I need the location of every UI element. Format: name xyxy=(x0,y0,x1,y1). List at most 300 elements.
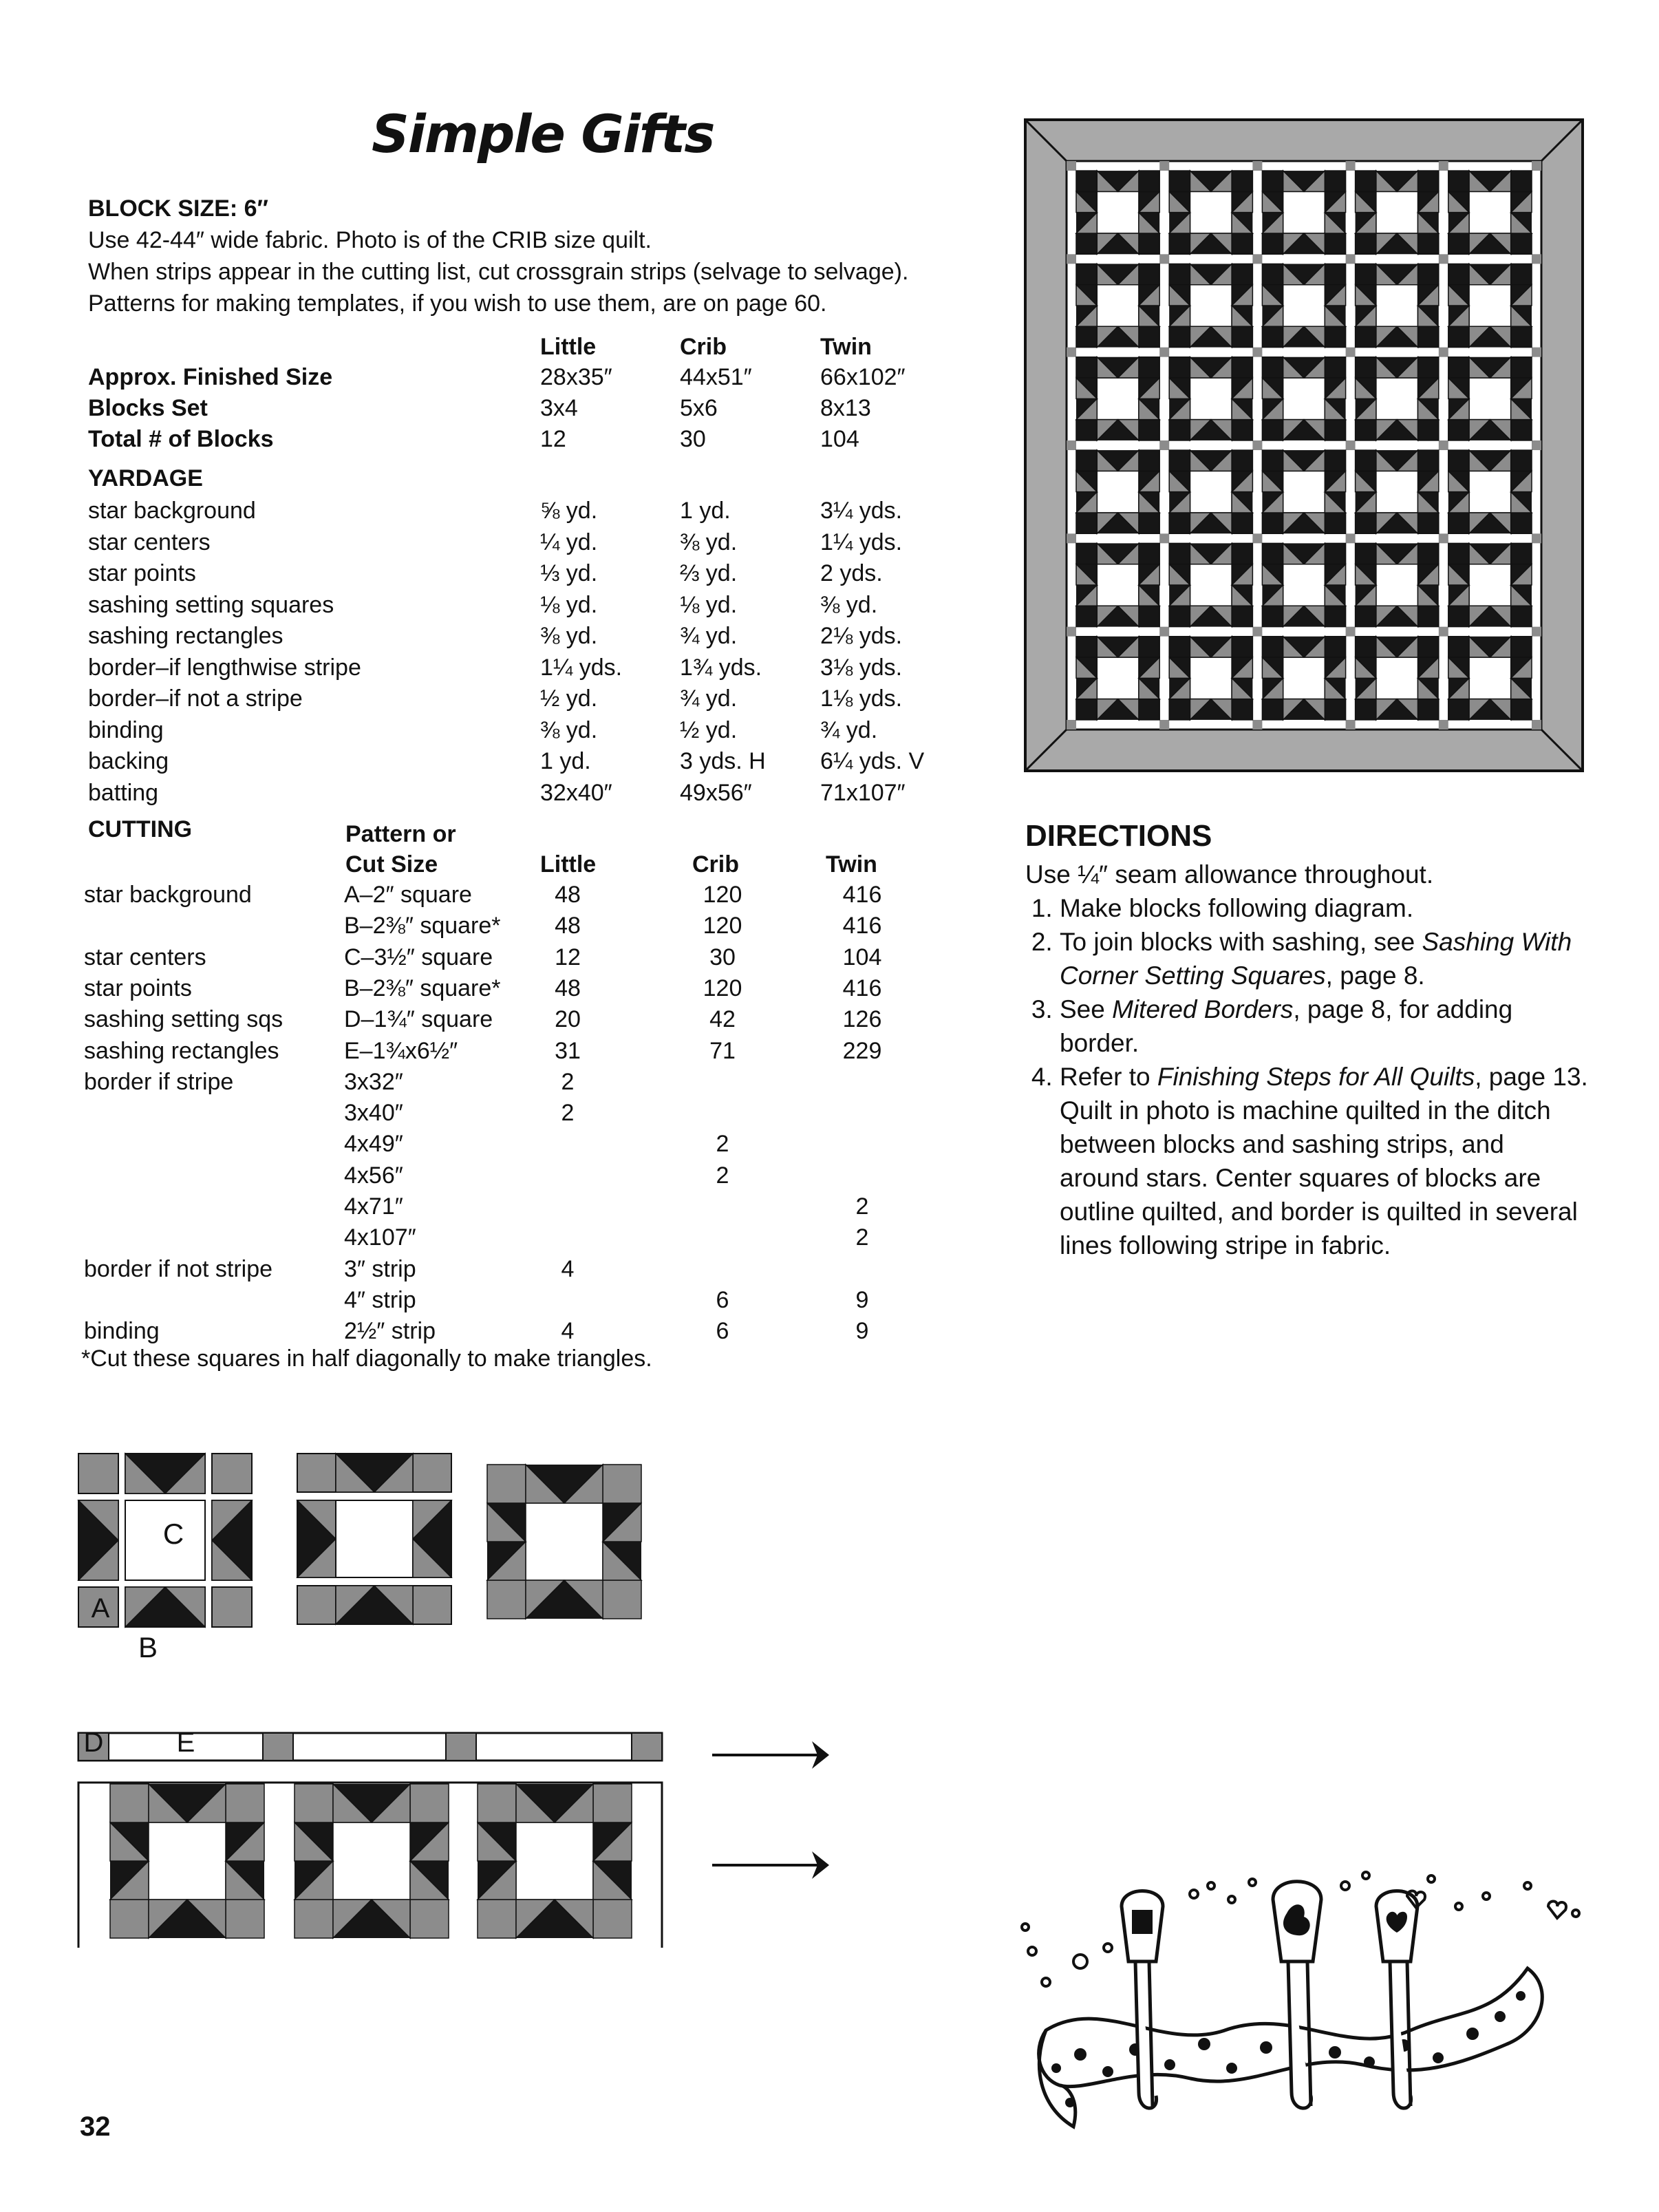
center-square xyxy=(1376,285,1418,327)
corner-square xyxy=(1418,357,1439,378)
corner-square xyxy=(413,1586,451,1624)
star-block xyxy=(1076,637,1159,720)
cutting-row-label: border if stripe xyxy=(84,1068,234,1095)
yardage-value: ⅛ yd. xyxy=(540,591,598,618)
corner-square xyxy=(1139,171,1159,191)
sashing-setting-square xyxy=(446,1733,476,1761)
star-block xyxy=(1076,450,1159,533)
size-value: 5x6 xyxy=(680,395,718,421)
corner-square xyxy=(1262,357,1283,378)
safety-pins-illustration xyxy=(1005,1858,1596,2147)
cutting-value: 12 xyxy=(555,944,581,970)
center-square xyxy=(336,1500,413,1577)
corner-square xyxy=(297,1454,336,1492)
yardage-value: ¾ yd. xyxy=(820,716,878,743)
cutting-row-label: star points xyxy=(84,975,192,1001)
corner-square xyxy=(603,1465,641,1503)
corner-square xyxy=(1139,606,1159,626)
direction-step: 1. Make blocks following diagram. xyxy=(1060,891,1590,925)
corner-square xyxy=(1169,171,1190,191)
corner-square xyxy=(1325,699,1345,720)
size-value: 28x35″ xyxy=(540,364,612,390)
yardage-row-label: backing xyxy=(88,748,169,774)
corner-square xyxy=(1511,543,1532,564)
direction-step: 4. Refer to Finishing Steps for All Quilts, page 13. Quilt in photo is machine quilted in the ditch between blocks and sashing strips, and around stars. Center squares of blocks are outline quilted, and border is quilted in several lines following stripe in fabric. xyxy=(1060,1060,1590,1262)
corner-square xyxy=(1356,543,1376,564)
center-square xyxy=(1469,285,1511,327)
corner-square xyxy=(1262,637,1283,657)
yardage-value: 1¾ yds. xyxy=(680,654,762,681)
star-block xyxy=(1169,543,1252,626)
star-block xyxy=(1262,264,1345,347)
corner-square xyxy=(1511,326,1532,347)
star-block xyxy=(1448,357,1532,440)
yardage-value: 1¼ yds. xyxy=(540,654,623,681)
sashing-setting-square xyxy=(1346,533,1356,543)
size-value: 104 xyxy=(820,426,859,452)
star-block xyxy=(1262,357,1345,440)
corner-square xyxy=(1325,171,1345,191)
sashing-setting-square xyxy=(1067,161,1076,171)
sashing-setting-square xyxy=(1439,254,1448,264)
corner-square xyxy=(1169,543,1190,564)
corner-square xyxy=(1356,326,1376,347)
star-block xyxy=(478,1784,632,1938)
rows-block xyxy=(297,1454,451,1624)
corner-square xyxy=(110,1784,149,1822)
star-block xyxy=(110,1784,264,1938)
block-assembly-diagram xyxy=(69,1438,860,1948)
corner-square xyxy=(1448,326,1469,347)
star-block xyxy=(1356,450,1439,533)
corner-square xyxy=(1076,513,1097,533)
center-square xyxy=(1097,378,1139,420)
corner-square xyxy=(1232,326,1252,347)
sashing-setting-square xyxy=(1532,720,1541,730)
corner-square xyxy=(593,1784,632,1822)
corner-square xyxy=(410,1900,449,1938)
yardage-value: 3 yds. H xyxy=(680,748,766,774)
star-block xyxy=(1169,171,1252,254)
directions-steps xyxy=(1025,891,1590,1262)
cutting-value: 416 xyxy=(842,913,882,939)
corner-square xyxy=(226,1784,264,1822)
column-header: Twin xyxy=(826,851,877,878)
corner-square xyxy=(1169,357,1190,378)
cutting-value: 9 xyxy=(855,1286,869,1313)
center-square xyxy=(1097,471,1139,513)
cutting-value: 48 xyxy=(555,913,581,939)
sashing-strip xyxy=(78,1733,662,1761)
column-header: Little xyxy=(540,334,597,360)
center-square xyxy=(1097,564,1139,606)
cutting-pattern-header: Cut Size xyxy=(345,851,438,878)
sashing-setting-square xyxy=(1252,533,1262,543)
corner-square xyxy=(1232,171,1252,191)
corner-square xyxy=(1448,420,1469,440)
corner-square xyxy=(1511,450,1532,471)
corner-square xyxy=(1448,513,1469,533)
yardage-value: ⅛ yd. xyxy=(680,591,738,618)
corner-square xyxy=(1356,606,1376,626)
corner-square xyxy=(1076,171,1097,191)
center-square xyxy=(1376,471,1418,513)
column-header: Crib xyxy=(692,851,739,878)
cutting-value: 30 xyxy=(709,944,736,970)
center-square xyxy=(1283,564,1325,606)
corner-square xyxy=(1511,420,1532,440)
cutting-value: 71 xyxy=(709,1037,736,1064)
corner-square xyxy=(410,1784,449,1822)
cutting-heading: CUTTING xyxy=(88,816,193,842)
center-square xyxy=(516,1822,593,1900)
direction-step: 3. See Mitered Borders, page 8, for adding border. xyxy=(1060,992,1590,1060)
intro-line: Patterns for making templates, if you wish to use them, are on page 60. xyxy=(88,290,827,317)
corner-square xyxy=(1356,420,1376,440)
sashing-setting-square xyxy=(1159,720,1169,730)
corner-square xyxy=(1448,357,1469,378)
sashing-setting-square xyxy=(1067,720,1076,730)
column-header: Crib xyxy=(680,334,727,360)
diagram-label-e: E xyxy=(176,1727,195,1758)
yardage-value: ⅓ yd. xyxy=(540,560,598,586)
corner-square xyxy=(1325,543,1345,564)
sashing-setting-square xyxy=(1532,533,1541,543)
arrow-right-icon xyxy=(712,1851,829,1879)
cutting-size: 4x107″ xyxy=(344,1224,416,1251)
center-square xyxy=(1283,285,1325,327)
corner-square xyxy=(1262,699,1283,720)
corner-square xyxy=(1169,264,1190,284)
corner-square xyxy=(487,1580,526,1619)
cutting-size: 2½″ strip xyxy=(344,1318,436,1345)
cutting-value: 2 xyxy=(855,1224,869,1251)
corner-square xyxy=(1139,233,1159,254)
corner-square xyxy=(1511,171,1532,191)
size-row-label: Approx. Finished Size xyxy=(88,364,333,390)
cutting-pattern-header: Pattern or xyxy=(345,821,456,847)
yardage-row-label: border–if not a stripe xyxy=(88,685,303,712)
sashing-setting-square xyxy=(1067,533,1076,543)
star-block xyxy=(1262,637,1345,720)
star-block xyxy=(1448,450,1532,533)
yardage-value: ⅜ yd. xyxy=(820,591,878,618)
corner-square xyxy=(1448,543,1469,564)
corner-square xyxy=(1262,171,1283,191)
page-number: 32 xyxy=(80,2112,111,2142)
corner-square xyxy=(295,1900,333,1938)
star-block xyxy=(1356,543,1439,626)
star-block xyxy=(1356,264,1439,347)
quilt-illustration xyxy=(1024,118,1584,772)
corner-square xyxy=(1262,543,1283,564)
intro-section xyxy=(88,193,908,319)
sashing-setting-square xyxy=(1252,720,1262,730)
yardage-value: 71x107″ xyxy=(820,779,906,806)
star-block xyxy=(1169,637,1252,720)
corner-square xyxy=(1356,264,1376,284)
block-size: BLOCK SIZE: 6″ xyxy=(88,195,268,222)
corner-square xyxy=(1139,420,1159,440)
corner-square xyxy=(1325,357,1345,378)
corner-square xyxy=(1325,420,1345,440)
corner-square xyxy=(212,1454,252,1493)
corner-square xyxy=(1511,606,1532,626)
cutting-value: 6 xyxy=(716,1286,729,1313)
cutting-size: 3″ strip xyxy=(344,1255,416,1282)
center-square xyxy=(1097,285,1139,327)
cutting-value: 416 xyxy=(842,975,882,1001)
star-block xyxy=(1076,543,1159,626)
star-block xyxy=(1076,264,1159,347)
sashing-setting-square xyxy=(1532,627,1541,637)
size-row-label: Blocks Set xyxy=(88,395,208,421)
corner-square xyxy=(1076,699,1097,720)
center-square xyxy=(1376,564,1418,606)
cutting-note: *Cut these squares in half diagonally to make triangles. xyxy=(81,1346,652,1372)
center-square xyxy=(1190,657,1232,699)
yardage-value: 32x40″ xyxy=(540,779,612,806)
cutting-value: 104 xyxy=(842,944,882,970)
cutting-row-label: sashing rectangles xyxy=(84,1037,279,1064)
corner-square xyxy=(1232,699,1252,720)
sashing-setting-square xyxy=(1532,161,1541,171)
corner-square xyxy=(1262,326,1283,347)
corner-square xyxy=(1076,543,1097,564)
cutting-size: 3x40″ xyxy=(344,1100,403,1127)
cutting-row-label: star background xyxy=(84,882,252,908)
cutting-size: B–2⅜″ square* xyxy=(344,913,501,939)
sashing-setting-square xyxy=(1532,348,1541,357)
sashing-setting-square xyxy=(1346,440,1356,450)
corner-square xyxy=(226,1900,264,1938)
intro-line: When strips appear in the cutting list, cut crossgrain strips (selvage to selvage). xyxy=(88,259,909,285)
cutting-row-label: sashing setting sqs xyxy=(84,1006,283,1033)
sashing-setting-square xyxy=(263,1733,293,1761)
corner-square xyxy=(1511,233,1532,254)
yardage-heading: YARDAGE xyxy=(88,465,203,491)
sashing-setting-square xyxy=(1159,348,1169,357)
size-value: 30 xyxy=(680,426,706,452)
corner-square xyxy=(1139,450,1159,471)
cutting-value: 126 xyxy=(842,1006,882,1033)
corner-square xyxy=(1325,513,1345,533)
size-value: 8x13 xyxy=(820,395,871,421)
corner-square xyxy=(1169,637,1190,657)
corner-square xyxy=(78,1454,118,1493)
cutting-size: 4″ strip xyxy=(344,1286,416,1313)
corner-square xyxy=(1169,513,1190,533)
cutting-value: 120 xyxy=(703,913,742,939)
sashing-setting-square xyxy=(1252,627,1262,637)
sashing-setting-square xyxy=(1159,440,1169,450)
diagram-label-a: A xyxy=(91,1593,110,1624)
cutting-value: 4 xyxy=(561,1318,575,1345)
diagram-label-b: B xyxy=(138,1631,158,1663)
sashing-setting-square xyxy=(1346,348,1356,357)
corner-square xyxy=(1076,450,1097,471)
corner-square xyxy=(1139,637,1159,657)
sashing-setting-square xyxy=(1532,254,1541,264)
corner-square xyxy=(1356,450,1376,471)
yardage-value: ⅝ yd. xyxy=(540,498,598,524)
sashing-setting-square xyxy=(1439,348,1448,357)
corner-square xyxy=(1076,606,1097,626)
star-block xyxy=(1448,264,1532,347)
yardage-row-label: star points xyxy=(88,560,196,586)
sashing-setting-square xyxy=(1439,720,1448,730)
cutting-size: A–2″ square xyxy=(344,882,472,908)
size-value: 12 xyxy=(540,426,566,452)
corner-square xyxy=(1325,326,1345,347)
corner-square xyxy=(1448,171,1469,191)
center-square xyxy=(1283,471,1325,513)
directions-intro: Use ¼″ seam allowance throughout. xyxy=(1025,860,1434,889)
yardage-row-label: star centers xyxy=(88,529,211,555)
star-block xyxy=(1169,357,1252,440)
corner-square xyxy=(1076,326,1097,347)
corner-square xyxy=(1232,513,1252,533)
star-block xyxy=(1076,171,1159,254)
corner-square xyxy=(1325,264,1345,284)
corner-square xyxy=(1262,233,1283,254)
corner-square xyxy=(110,1900,149,1938)
corner-square xyxy=(413,1454,451,1492)
star-block xyxy=(1262,543,1345,626)
size-value: 3x4 xyxy=(540,395,578,421)
yardage-value: ⅜ yd. xyxy=(540,623,598,649)
corner-square xyxy=(1448,233,1469,254)
center-square xyxy=(526,1503,603,1580)
corner-square xyxy=(1418,420,1439,440)
cutting-value: 120 xyxy=(703,882,742,908)
center-square xyxy=(1190,564,1232,606)
corner-square xyxy=(1511,699,1532,720)
corner-square xyxy=(1356,513,1376,533)
cutting-value: 9 xyxy=(855,1318,869,1345)
corner-square xyxy=(1511,264,1532,284)
corner-square xyxy=(1325,450,1345,471)
corner-square xyxy=(1076,357,1097,378)
sashing-setting-square xyxy=(1159,161,1169,171)
corner-square xyxy=(593,1900,632,1938)
corner-square xyxy=(1356,699,1376,720)
cutting-size: C–3½″ square xyxy=(344,944,493,970)
corner-square xyxy=(1448,606,1469,626)
cutting-size: D–1¾″ square xyxy=(344,1006,493,1033)
corner-square xyxy=(1262,420,1283,440)
star-block xyxy=(1169,264,1252,347)
yardage-row-label: border–if lengthwise stripe xyxy=(88,654,361,681)
cutting-value: 42 xyxy=(709,1006,736,1033)
corner-square xyxy=(1448,637,1469,657)
corner-square xyxy=(1139,326,1159,347)
sashing-setting-square xyxy=(1252,161,1262,171)
yardage-value: ¾ yd. xyxy=(680,685,738,712)
sashing-setting-square xyxy=(1439,440,1448,450)
center-square xyxy=(1190,378,1232,420)
diagram-label-d: D xyxy=(83,1727,104,1758)
corner-square xyxy=(1511,513,1532,533)
direction-step: 2. To join blocks with sashing, see Sashing With Corner Setting Squares, page 8. xyxy=(1060,925,1590,992)
corner-square xyxy=(1448,450,1469,471)
cutting-value: 31 xyxy=(555,1037,581,1064)
cutting-value: 2 xyxy=(716,1131,729,1158)
corner-square xyxy=(1169,699,1190,720)
corner-square xyxy=(1418,513,1439,533)
corner-square xyxy=(1418,171,1439,191)
center-square xyxy=(1190,471,1232,513)
center-square xyxy=(333,1822,410,1900)
yardage-value: 2⅛ yds. xyxy=(820,623,903,649)
cutting-value: 20 xyxy=(555,1006,581,1033)
center-square xyxy=(1283,378,1325,420)
sashing-setting-square xyxy=(632,1733,662,1761)
corner-square xyxy=(1232,420,1252,440)
cutting-value: 4 xyxy=(561,1255,575,1282)
corner-square xyxy=(478,1900,516,1938)
yardage-value: ½ yd. xyxy=(680,716,738,743)
sashing-setting-square xyxy=(1439,161,1448,171)
yardage-value: ⅜ yd. xyxy=(680,529,738,555)
corner-square xyxy=(1262,450,1283,471)
star-block xyxy=(487,1465,641,1619)
cutting-value: 48 xyxy=(555,975,581,1001)
star-block xyxy=(1448,637,1532,720)
center-square xyxy=(1469,564,1511,606)
cutting-value: 2 xyxy=(855,1193,869,1220)
directions-heading: DIRECTIONS xyxy=(1025,819,1212,853)
cutting-value: 229 xyxy=(842,1037,882,1064)
center-square xyxy=(149,1822,226,1900)
yardage-value: ⅔ yd. xyxy=(680,560,738,586)
center-square xyxy=(1283,657,1325,699)
yardage-row-label: batting xyxy=(88,779,159,806)
corner-square xyxy=(1356,637,1376,657)
corner-square xyxy=(1169,326,1190,347)
corner-square xyxy=(478,1784,516,1822)
sashing-setting-square xyxy=(1159,533,1169,543)
corner-square xyxy=(1418,699,1439,720)
corner-square xyxy=(1169,606,1190,626)
sashing-setting-square xyxy=(1159,627,1169,637)
corner-square xyxy=(1232,264,1252,284)
corner-square xyxy=(1325,637,1345,657)
yardage-value: 3¼ yds. xyxy=(820,498,903,524)
sashing-setting-square xyxy=(1439,533,1448,543)
corner-square xyxy=(1139,513,1159,533)
yardage-row-label: sashing setting squares xyxy=(88,591,334,618)
corner-square xyxy=(1139,699,1159,720)
corner-square xyxy=(1232,357,1252,378)
star-block xyxy=(1262,450,1345,533)
corner-square xyxy=(1418,637,1439,657)
corner-square xyxy=(1262,513,1283,533)
directions-section xyxy=(1025,819,1590,1262)
size-value: 66x102″ xyxy=(820,364,906,390)
corner-square xyxy=(1511,637,1532,657)
yardage-value: 1 yd. xyxy=(540,748,591,774)
corner-square xyxy=(1418,264,1439,284)
intro-line: Use 42-44″ wide fabric. Photo is of the CRIB size quilt. xyxy=(88,227,652,253)
center-square xyxy=(1376,378,1418,420)
corner-square xyxy=(1169,450,1190,471)
center-square xyxy=(1469,657,1511,699)
corner-square xyxy=(1325,606,1345,626)
star-block xyxy=(1169,450,1252,533)
cutting-value: 120 xyxy=(703,975,742,1001)
corner-square xyxy=(1076,420,1097,440)
